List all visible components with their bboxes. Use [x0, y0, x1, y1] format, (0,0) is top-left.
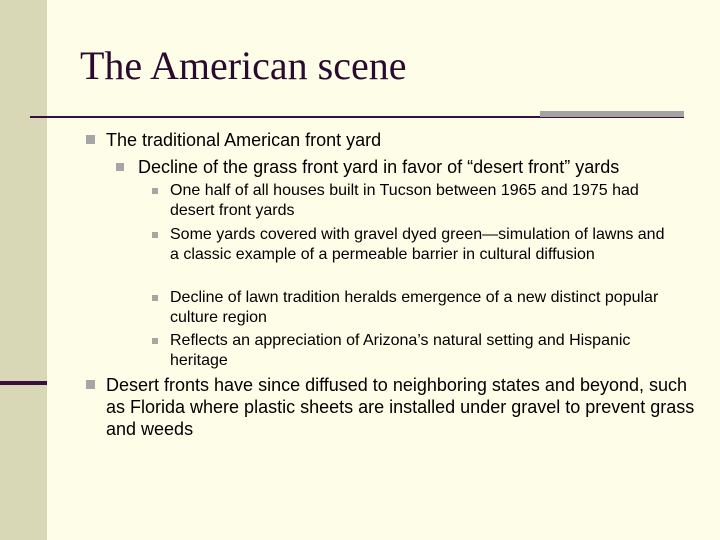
bullet-text-6: Reflects an appreciation of Arizona’s natural setting and Hispanic heritage: [170, 332, 631, 369]
bullet-text-4: Some yards covered with gravel dyed green—simulation of lawns and a classic example of a permeable barrier in cultural diffusion: [170, 226, 665, 263]
bullet-marker-3: [152, 188, 158, 194]
bullet-marker-4: [152, 232, 158, 238]
bullet-text-5: Decline of lawn tradition heralds emergence of a new distinct popular culture region: [170, 289, 659, 326]
slide-title: The American scene: [80, 43, 407, 88]
bullet-text-2: Decline of the grass front yard in favor of “desert front” yards: [138, 157, 620, 177]
bullet-marker-2: [116, 163, 124, 171]
bullet-text-1: The traditional American front yard: [106, 130, 382, 150]
bullet-text-3: One half of all houses built in Tucson between 1965 and 1975 had desert front yards: [170, 182, 639, 219]
bullet-marker-7: [86, 380, 95, 389]
bullet-text-7: Desert fronts have since diffused to neighboring states and beyond, such as Florida where plastic sheets are installed under gravel to prevent grass and weeds: [106, 375, 695, 439]
bullet-marker-6: [152, 338, 158, 344]
bullet-marker-5: [152, 295, 158, 301]
bullet-marker-1: [86, 135, 95, 144]
